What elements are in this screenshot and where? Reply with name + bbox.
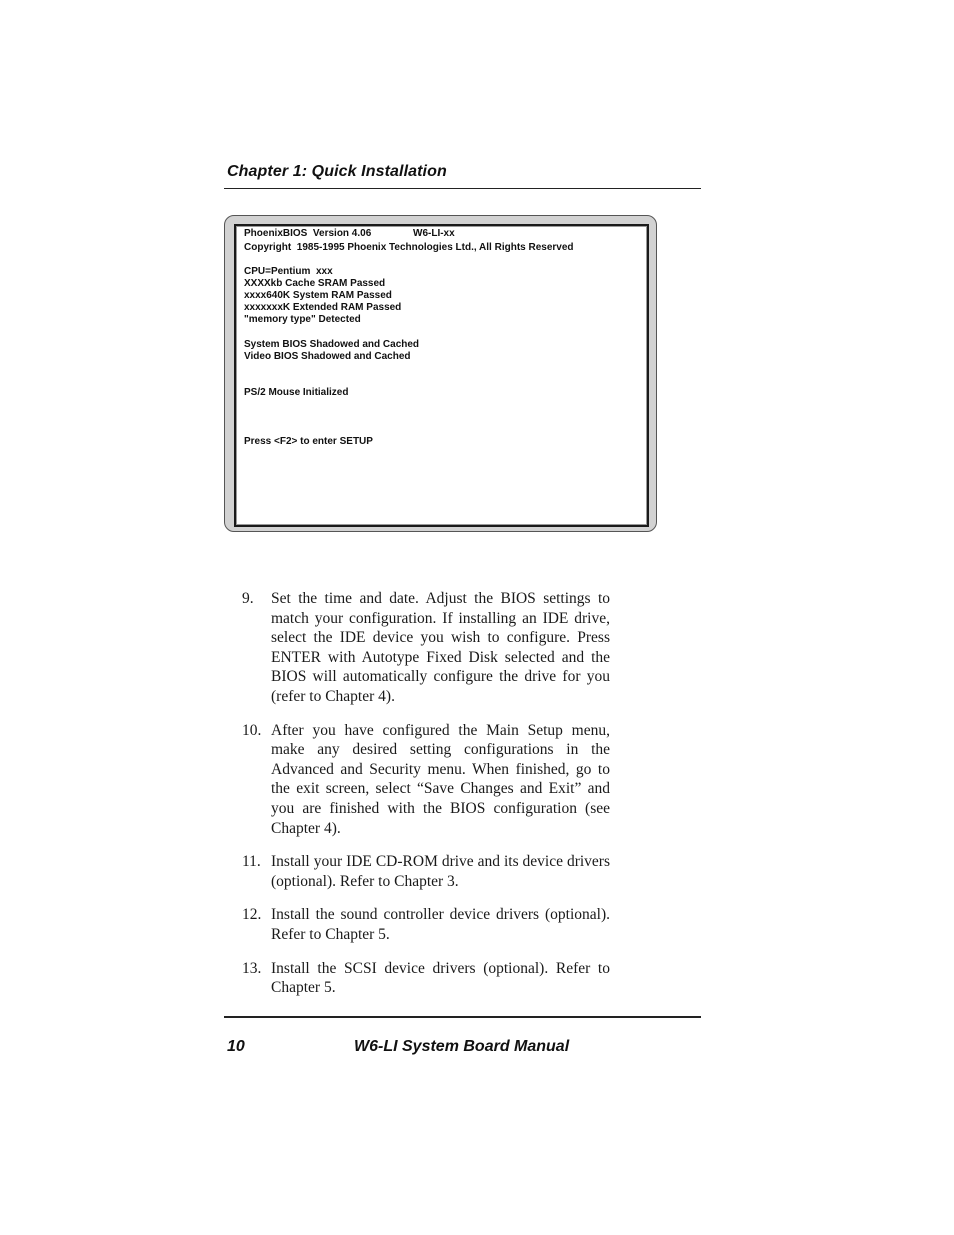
bios-setup-prompt-line: Press <F2> to enter SETUP: [244, 436, 373, 447]
step-number: 13.: [242, 959, 262, 977]
installation-steps-list: [242, 589, 610, 1012]
bios-cpu-line: CPU=Pentium xxx: [244, 266, 333, 277]
step-text: Install your IDE CD-ROM drive and its device drivers (optional). Refer to Chapter 3.: [271, 853, 610, 890]
step-number: 12.: [242, 906, 262, 924]
footer-divider: [224, 1016, 701, 1018]
step-number: 10.: [242, 721, 262, 739]
list-item: [242, 905, 610, 944]
list-item: [242, 852, 610, 891]
header-divider: [224, 188, 701, 189]
bios-system-ram-line: xxxx640K System RAM Passed: [244, 290, 392, 301]
bios-mouse-line: PS/2 Mouse Initialized: [244, 387, 349, 398]
bios-system-shadow-line: System BIOS Shadowed and Cached: [244, 339, 420, 350]
step-text: Install the sound controller device drivers (optional). Refer to Chapter 5.: [271, 906, 610, 943]
bios-copyright-line: Copyright 1985-1995 Phoenix Technologies Ltd., All Rights Reserved: [244, 242, 574, 253]
step-number: 11.: [242, 853, 261, 871]
bios-extended-ram-line: xxxxxxxK Extended RAM Passed: [244, 302, 402, 313]
step-text: Set the time and date. Adjust the BIOS settings to match your configuration. If installing an IDE drive, select the IDE device you wish to configure. Press ENTER with Autotype Fixed Disk selected and the BIOS will automatically configure the drive for you (refer to Chapter 4).: [271, 590, 610, 705]
bios-model-line: W6-LI-xx: [413, 228, 455, 239]
list-item: [242, 959, 610, 998]
chapter-header: Chapter 1: Quick Installation: [227, 163, 447, 180]
bios-version-line: PhoenixBIOS Version 4.06: [244, 228, 372, 239]
step-number: 9.: [242, 590, 254, 607]
bios-video-shadow-line: Video BIOS Shadowed and Cached: [244, 351, 411, 362]
manual-title: W6-LI System Board Manual: [354, 1038, 570, 1055]
bios-memory-type-line: "memory type" Detected: [244, 314, 361, 325]
step-text: Install the SCSI device drivers (optional). Refer to Chapter 5.: [271, 959, 610, 997]
list-item: [242, 721, 610, 839]
bios-cache-line: XXXXkb Cache SRAM Passed: [244, 278, 386, 289]
step-text: After you have configured the Main Setup menu, make any desired setting configurations in the Advanced and Security menu. When finished, go to the exit screen, select “Save Changes and Exit” and you are finished with the BIOS configuration (see Chapter 4).: [271, 721, 610, 837]
page-number: 10: [227, 1038, 245, 1055]
list-item: [242, 589, 610, 707]
